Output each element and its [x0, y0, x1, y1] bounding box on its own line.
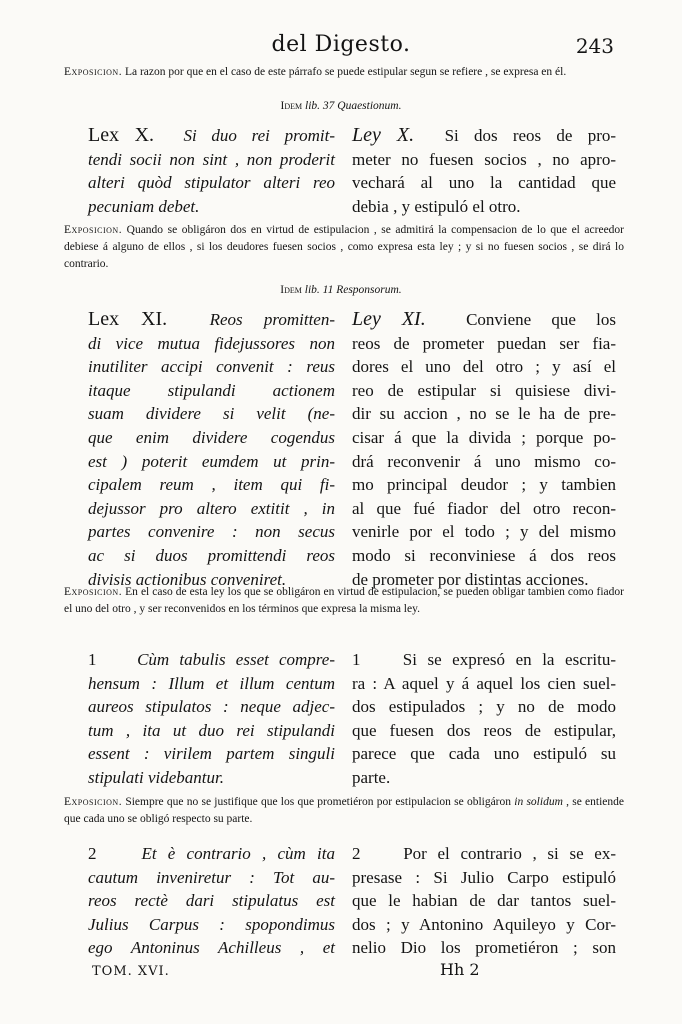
exposicion-label: Exposicion. — [64, 224, 123, 236]
spanish-line: dir su accion , no se le ha de pre- — [352, 404, 616, 424]
paragraph-number: 2 — [88, 844, 97, 863]
exposicion-italic: in solidum — [514, 796, 563, 808]
spanish-line: cisar á que la divida ; porque po- — [352, 427, 616, 447]
source-idem: Idem — [280, 100, 303, 112]
spanish-line: que fuesen dos reos de estipular, — [352, 720, 616, 740]
source-citation — [0, 100, 682, 112]
spanish-line: 2 Por el contrario , si se ex- — [352, 844, 616, 863]
spanish-line: al que fué fiador del otro recon- — [352, 498, 616, 518]
latin-line: hensum : Illum et illum centum — [88, 673, 335, 693]
spanish-line: dos ; y Antonino Aquileyo y Cor- — [352, 914, 616, 934]
lex-heading: Lex XI. — [88, 308, 168, 330]
spanish-line: meter no fuesen socios , no apro- — [352, 149, 616, 169]
spanish-column-ley11 — [352, 308, 616, 591]
exposicion-text: En el caso de esta ley los que se obligáron en virtud de estipulacion, se pueden obligar tambien como fiador el uno del otro , y ser reconvenidos en los términos que expresa la misma ley. — [64, 586, 624, 615]
spanish-line: reo de estipular si quisiese divi- — [352, 380, 616, 400]
latin-line: dejussor pro altero extitit , in — [88, 498, 335, 518]
spanish-line: reos de prometer puedan ser fia- — [352, 333, 616, 353]
latin-line: Lex X. Si duo rei promit- — [88, 124, 335, 146]
latin-column-para2 — [88, 842, 335, 960]
latin-line: divisis actionibus conveniret. — [88, 569, 287, 589]
exposicion-note — [64, 584, 624, 618]
latin-line: Julius Carpus : spopondimus — [88, 914, 335, 934]
running-header: del Digesto. — [271, 32, 411, 57]
latin-line: partes convenire : non secus — [88, 522, 335, 542]
spanish-line: debia , y estipuló el otro. — [352, 196, 521, 216]
source-citation — [0, 284, 682, 296]
exposicion-text: La razon por que en el caso de este párrafo se puede estipular segun se refiere , se expresa en él. — [124, 66, 567, 78]
paragraph-number: 2 — [352, 844, 361, 863]
latin-line: pecuniam debet. — [88, 196, 200, 216]
page-number: 243 — [575, 34, 614, 58]
exposicion-note — [64, 64, 624, 81]
spanish-line: dores el uno del otro ; y así el — [352, 357, 616, 377]
exposicion-text: Siempre que no se justifique que los que prometiéron por estipulacion se obligáron — [125, 796, 512, 808]
latin-column-lex10 — [88, 124, 335, 218]
spanish-line: presase : Si Julio Carpo estipuló — [352, 867, 616, 887]
spanish-line: vechará al uno la cantidad que — [352, 173, 616, 193]
spanish-column-para1 — [352, 648, 616, 790]
latin-line: aureos stipulatos : neque adjec- — [88, 697, 335, 717]
latin-line: suam dividere si velit (ne- — [88, 404, 335, 424]
ley-heading: Ley XI. — [352, 308, 426, 330]
spanish-line: mo principal deudor ; y tambien — [352, 475, 616, 495]
paragraph-number: 1 — [352, 650, 361, 669]
latin-line: essent : virilem partem singuli — [88, 744, 335, 764]
spanish-line: dos estipulados ; y no de modo — [352, 697, 616, 717]
spanish-line: que le habian de dar tantos suel- — [352, 891, 616, 911]
ley-heading: Ley X. — [352, 124, 415, 146]
paragraph-number: 1 — [88, 650, 97, 669]
latin-line: cautum inveniretur : Tot au- — [88, 867, 335, 887]
exposicion-label: Exposicion. — [64, 796, 123, 808]
exposicion-label: Exposicion. — [64, 586, 123, 598]
spanish-line: Ley XI. Conviene que los — [352, 308, 616, 330]
latin-line: ego Antoninus Achilleus , et — [88, 938, 335, 958]
exposicion-text: Quando se obligáron dos en virtud de estipulacion , se admitirá la compensacion de lo que el acreedor debiese á alguno de ellos , si los deudores fuesen socios , como expresa esta ley ; y si no fuesen socios , se dirá lo contrario. — [64, 224, 625, 270]
spanish-line: parece que cada uno estipuló su — [352, 744, 616, 764]
latin-line: stipulati videbantur. — [88, 767, 224, 787]
spanish-line: Ley X. Si dos reos de pro- — [352, 124, 617, 146]
signature-mark: Hh 2 — [440, 960, 480, 979]
spanish-line: parte. — [352, 767, 391, 787]
volume-footer: TOM. XVI. — [92, 964, 170, 979]
spanish-line: ra : A aquel y á aquel los cien suel- — [352, 673, 616, 693]
spanish-line: drá reconvenir á uno mismo co- — [352, 451, 616, 471]
source-detail: lib. 37 Quaestionum. — [305, 100, 402, 112]
latin-line: que enim dividere cogendus — [88, 427, 335, 447]
spanish-column-ley10 — [352, 124, 616, 218]
exposicion-note — [64, 222, 624, 273]
latin-line: di vice mutua fidejussores non — [88, 333, 335, 353]
lex-heading: Lex X. — [88, 124, 155, 146]
spanish-line: de prometer por distintas acciones. — [352, 569, 589, 589]
spanish-line: 1 Si se expresó en la escritu- — [352, 650, 617, 669]
exposicion-text: , se entiende que cada uno se obligó respecto su parte. — [64, 796, 625, 825]
source-detail: lib. 11 Responsorum. — [304, 284, 402, 296]
latin-line: reos rectè dari stipulatus est — [88, 891, 335, 911]
latin-line: est ) poterit eumdem ut prin- — [88, 451, 335, 471]
latin-line: inutiliter accipi convenit : reus — [88, 357, 335, 377]
latin-line: Lex XI. Reos promitten- — [88, 308, 336, 330]
spanish-line: venirle por el todo ; y del mismo — [352, 522, 616, 542]
exposicion-label: Exposicion. — [64, 66, 123, 78]
latin-line: cipalem reum , item qui fi- — [88, 475, 335, 495]
latin-line: ac si duos promittendi reos — [88, 545, 335, 565]
latin-line: alteri quòd stipulator alteri reo — [88, 173, 335, 193]
latin-line: tendi socii non sint , non proderit — [88, 149, 335, 169]
latin-line: tum , ita ut duo rei stipulandi — [88, 720, 335, 740]
source-idem: Idem — [280, 284, 302, 296]
latin-column-para1 — [88, 648, 335, 790]
spanish-line: nelio Dio los prometiéron ; son — [352, 938, 616, 958]
exposicion-note — [64, 794, 624, 828]
latin-line: 2 Et è contrario , cùm ita — [88, 844, 335, 863]
spanish-line: modo si reconviniese á dos reos — [352, 545, 616, 565]
latin-column-lex11 — [88, 308, 335, 591]
latin-line: 1 Cùm tabulis esset compre- — [88, 650, 335, 669]
latin-line: itaque stipulandi actionem — [88, 380, 335, 400]
spanish-column-para2 — [352, 842, 616, 960]
